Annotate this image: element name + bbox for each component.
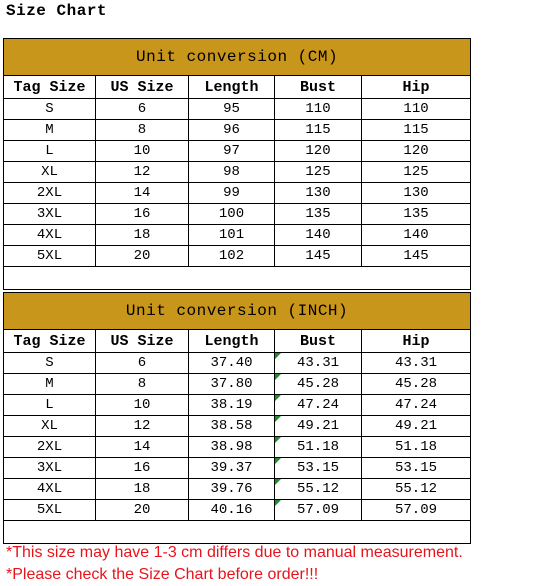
table-cell: 51.18 [362,437,471,458]
table-cell: 45.28 [362,374,471,395]
table-cell: 14 [96,183,189,204]
column-header: Tag Size [4,76,96,99]
column-header: US Size [96,76,189,99]
table-row [4,246,471,267]
table-cell: 101 [189,225,275,246]
table-cell: 20 [96,500,189,521]
table-cell: 16 [96,458,189,479]
table-cell: XL [4,416,96,437]
table-row [4,458,471,479]
table-cell: 135 [275,204,362,225]
table-cell: 115 [362,120,471,141]
table-body [4,99,471,290]
table-row [4,416,471,437]
table-cell: 38.98 [189,437,275,458]
table-cell: 49.21 [362,416,471,437]
table-cell: 120 [362,141,471,162]
table-cell: 140 [362,225,471,246]
table-cell: 5XL [4,500,96,521]
column-header: Bust [275,330,362,353]
table-cell: 10 [96,395,189,416]
table-cell: 4XL [4,479,96,500]
order-reminder: *Please check the Size Chart before order!!! [6,566,319,583]
table-cell: L [4,141,96,162]
table-cell: 16 [96,204,189,225]
table-cell: 40.16 [189,500,275,521]
table-cell: 38.58 [189,416,275,437]
table-cell: 140 [275,225,362,246]
table-cell: 55.12 [362,479,471,500]
column-header: Length [189,76,275,99]
table-cell: 3XL [4,204,96,225]
table-cell: 102 [189,246,275,267]
column-header: US Size [96,330,189,353]
notes [6,542,463,586]
table-cell: 37.80 [189,374,275,395]
table-cell: 8 [96,374,189,395]
table-cell: 4XL [4,225,96,246]
column-header: Tag Size [4,330,96,353]
table-cell: 14 [96,437,189,458]
table-row [4,204,471,225]
table-cell: 38.19 [189,395,275,416]
table-cell: 2XL [4,183,96,204]
table-cell: 97 [189,141,275,162]
table-cell: 145 [275,246,362,267]
table-cell: M [4,374,96,395]
table-cell: 18 [96,225,189,246]
table-cell: 12 [96,416,189,437]
table-cell: 120 [275,141,362,162]
table-cell: 8 [96,120,189,141]
column-header: Hip [362,330,471,353]
table-cell: S [4,99,96,120]
table-cell: 39.76 [189,479,275,500]
table-cell: 130 [362,183,471,204]
table-cell: 115 [275,120,362,141]
table-cell: 96 [189,120,275,141]
table-cell: 43.31 [362,353,471,374]
table-row [4,141,471,162]
table-cell: 145 [362,246,471,267]
table-row [4,395,471,416]
table-cell: 12 [96,162,189,183]
table-heading: Unit conversion (INCH) [4,293,471,330]
table-spacer [4,521,471,544]
table-cell: 57.09 [275,500,362,521]
table-spacer [4,267,471,290]
column-header: Length [189,330,275,353]
table-row [4,162,471,183]
table-cell: 100 [189,204,275,225]
table-cell: 135 [362,204,471,225]
table-cell: 6 [96,353,189,374]
table-cell: 39.37 [189,458,275,479]
table-cell: 20 [96,246,189,267]
table-cell: 98 [189,162,275,183]
table-row [4,500,471,521]
column-header: Hip [362,76,471,99]
table-cell: 99 [189,183,275,204]
table-cell: 57.09 [362,500,471,521]
column-header: Bust [275,76,362,99]
table-row [4,479,471,500]
table-row [4,374,471,395]
table-row [4,99,471,120]
table-body [4,353,471,544]
table-row [4,437,471,458]
table-cell: XL [4,162,96,183]
table-cell: M [4,120,96,141]
cm-size-table [3,38,471,290]
table-cell: 53.15 [362,458,471,479]
table-cell: 10 [96,141,189,162]
table-cell: 51.18 [275,437,362,458]
page-title: Size Chart [6,2,108,20]
table-cell: 18 [96,479,189,500]
table-spacer-row [4,521,471,544]
table-cell: 55.12 [275,479,362,500]
table-cell: 3XL [4,458,96,479]
table-cell: S [4,353,96,374]
table-spacer-row [4,267,471,290]
table-cell: 6 [96,99,189,120]
size-disclaimer: *This size may have 1-3 cm differs due to manual measurement. [6,544,463,561]
table-cell: 110 [275,99,362,120]
table-row [4,120,471,141]
table-cell: 37.40 [189,353,275,374]
table-cell: 5XL [4,246,96,267]
table-cell: 47.24 [362,395,471,416]
table-row [4,183,471,204]
table-cell: 125 [275,162,362,183]
table-cell: 45.28 [275,374,362,395]
inch-size-table [3,292,471,544]
table-cell: 53.15 [275,458,362,479]
table-cell: 43.31 [275,353,362,374]
table-cell: 49.21 [275,416,362,437]
table-cell: 2XL [4,437,96,458]
table-cell: L [4,395,96,416]
table-heading: Unit conversion (CM) [4,39,471,76]
table-cell: 47.24 [275,395,362,416]
table-row [4,353,471,374]
table-cell: 95 [189,99,275,120]
table-cell: 130 [275,183,362,204]
table-row [4,225,471,246]
table-cell: 125 [362,162,471,183]
table-cell: 110 [362,99,471,120]
